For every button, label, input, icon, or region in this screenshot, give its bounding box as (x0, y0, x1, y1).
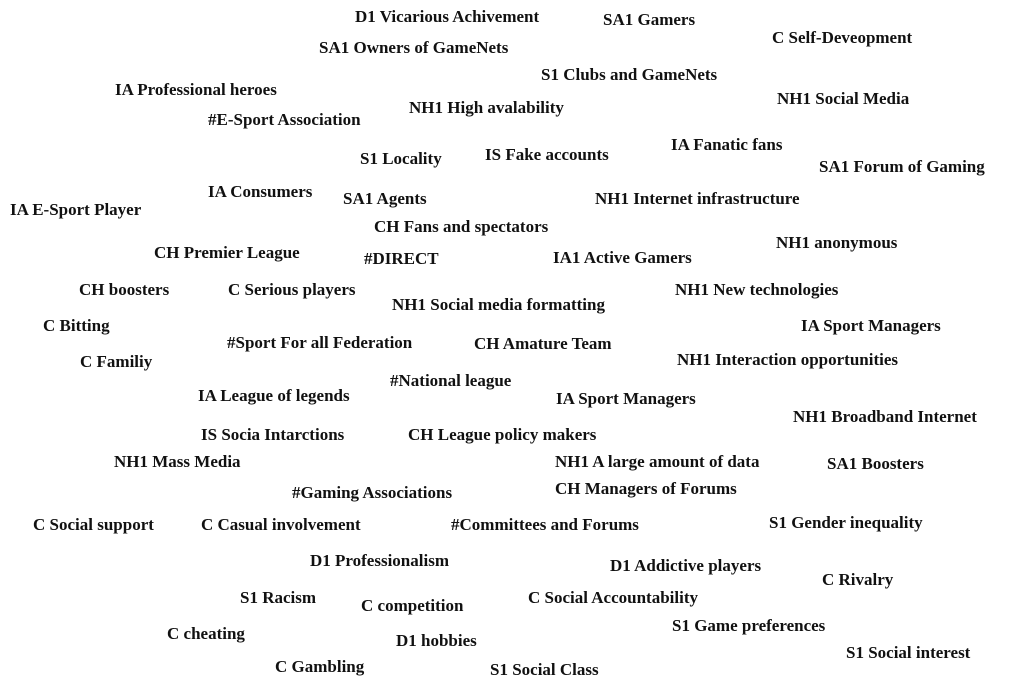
cloud-term: C competition (361, 596, 464, 615)
cloud-term: IA League of legends (198, 386, 350, 405)
cloud-term: C Familiy (80, 352, 153, 371)
cloud-term: SA1 Gamers (603, 10, 696, 29)
cloud-term: #Committees and Forums (451, 515, 639, 534)
cloud-term: #National league (390, 371, 512, 390)
cloud-term: SA1 Forum of Gaming (819, 157, 985, 176)
cloud-term: CH League policy makers (408, 425, 597, 444)
cloud-term: NH1 Mass Media (114, 452, 241, 471)
cloud-term: #Sport For all Federation (227, 333, 413, 352)
cloud-term: SA1 Owners of GameNets (319, 38, 509, 57)
cloud-term: S1 Game preferences (672, 616, 826, 635)
cloud-term: D1 Vicarious Achivement (355, 7, 540, 26)
cloud-term: D1 hobbies (396, 631, 477, 650)
cloud-term: NH1 Social media formatting (392, 295, 605, 314)
cloud-term: IA Sport Managers (801, 316, 941, 335)
cloud-term: S1 Social Class (490, 660, 599, 679)
cloud-term: D1 Professionalism (310, 551, 449, 570)
cloud-term: CH Managers of Forums (555, 479, 737, 498)
cloud-term: S1 Social interest (846, 643, 971, 662)
cloud-term: NH1 Interaction opportunities (677, 350, 898, 369)
cloud-term: IA E-Sport Player (10, 200, 142, 219)
cloud-term: S1 Locality (360, 149, 442, 168)
cloud-term: #DIRECT (364, 249, 439, 268)
cloud-term: IA Sport Managers (556, 389, 696, 408)
cloud-term: IS Fake accounts (485, 145, 609, 164)
cloud-term: C Casual involvement (201, 515, 361, 534)
cloud-term: D1 Addictive players (610, 556, 762, 575)
cloud-term: CH Premier League (154, 243, 300, 262)
cloud-term: C Bitting (43, 316, 110, 335)
cloud-term: IS Socia Intarctions (201, 425, 345, 444)
cloud-term: CH boosters (79, 280, 170, 299)
cloud-term: C Rivalry (822, 570, 894, 589)
cloud-term: C Social support (33, 515, 154, 534)
cloud-term: NH1 New technologies (675, 280, 839, 299)
cloud-term: C Social Accountability (528, 588, 699, 607)
cloud-term: IA1 Active Gamers (553, 248, 692, 267)
cloud-term: CH Amature Team (474, 334, 612, 353)
cloud-term: CH Fans and spectators (374, 217, 549, 236)
cloud-term: NH1 Broadband Internet (793, 407, 977, 426)
cloud-term: IA Fanatic fans (671, 135, 783, 154)
cloud-term: NH1 Social Media (777, 89, 910, 108)
cloud-term: IA Consumers (208, 182, 313, 201)
cloud-term: S1 Racism (240, 588, 317, 607)
cloud-term: C Serious players (228, 280, 356, 299)
cloud-term: C cheating (167, 624, 245, 643)
cloud-term: #E-Sport Association (208, 110, 361, 129)
cloud-term: NH1 Internet infrastructure (595, 189, 800, 208)
cloud-term: NH1 anonymous (776, 233, 898, 252)
cloud-term: #Gaming Associations (292, 483, 453, 502)
cloud-term: SA1 Agents (343, 189, 427, 208)
cloud-term: SA1 Boosters (827, 454, 924, 473)
cloud-term: C Self-Deveopment (772, 28, 913, 47)
cloud-term: S1 Clubs and GameNets (541, 65, 718, 84)
cloud-term: NH1 A large amount of data (555, 452, 760, 471)
cloud-term: IA Professional heroes (115, 80, 277, 99)
cloud-term: NH1 High avalability (409, 98, 564, 117)
cloud-term: S1 Gender inequality (769, 513, 923, 532)
cloud-term: C Gambling (275, 657, 365, 676)
